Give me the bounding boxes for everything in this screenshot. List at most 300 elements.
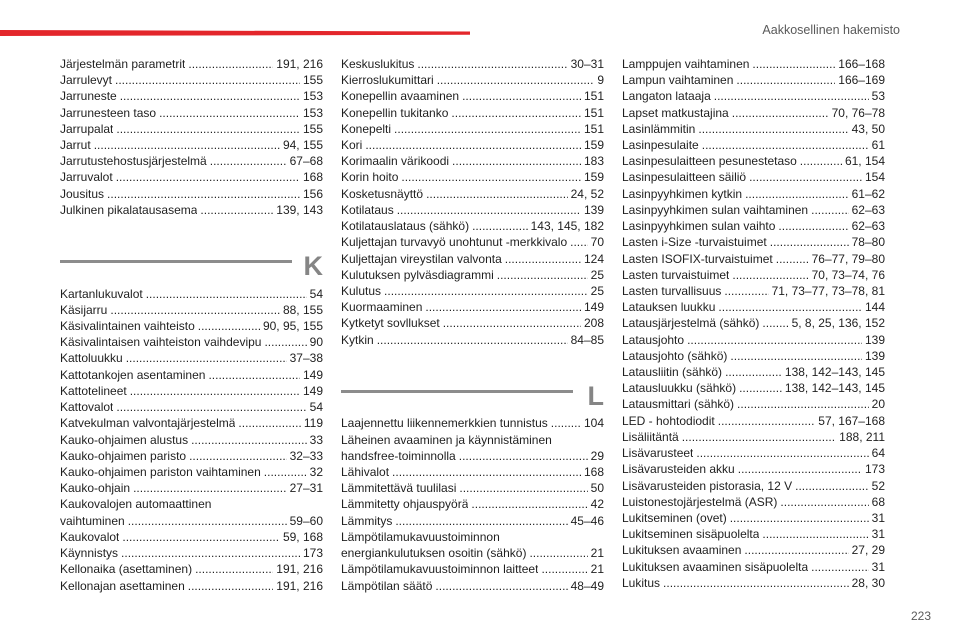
index-entry [341, 121, 604, 137]
index-entry-line [60, 367, 323, 383]
index-term: Katvekulman valvontajärjestelmä [60, 416, 236, 431]
section-rule [60, 260, 292, 263]
dot-leader [116, 169, 300, 185]
index-term: Jarrulevyt [60, 73, 113, 88]
index-entry-line [341, 169, 604, 185]
index-entry-line [341, 529, 604, 545]
dot-leader [752, 56, 835, 72]
index-entry [622, 494, 885, 510]
index-page-refs: 54 [309, 400, 323, 415]
dot-leader [682, 429, 836, 445]
index-page-refs: 24, 52 [570, 186, 604, 201]
index-entry [622, 72, 885, 88]
index-page-refs: 70 [590, 235, 604, 250]
index-term: Lämmitettävä tuulilasi [341, 481, 457, 496]
index-entry [622, 186, 885, 202]
dot-leader [377, 332, 568, 348]
index-entry-line [60, 399, 323, 415]
index-entry-line [341, 513, 604, 529]
index-entry-line [622, 445, 885, 461]
page-number: 223 [911, 609, 932, 623]
index-entry [60, 480, 323, 496]
index-page-refs: 173 [864, 462, 885, 477]
index-entry-line [622, 332, 885, 348]
index-page-refs: 90, 95, 155 [262, 319, 323, 334]
index-page-refs: 62–63 [851, 219, 885, 234]
index-term: Jarruneste [60, 89, 117, 104]
dot-leader [116, 121, 300, 137]
index-page-refs: 138, 142–143, 145 [784, 381, 885, 396]
index-term: Kulutus [341, 283, 382, 298]
index-page-refs: 25 [590, 283, 604, 298]
dot-leader [365, 137, 581, 153]
index-term: Kierroslukumittari [341, 73, 434, 88]
index-term: Lasinpyyhkimen sulan vaihto [622, 219, 776, 234]
index-term: Lasinpesulaite [622, 137, 699, 152]
index-entry [622, 234, 885, 250]
dot-leader [425, 299, 581, 315]
index-page-refs: 144 [864, 300, 885, 315]
index-entry [622, 299, 885, 315]
index-entry-line [622, 202, 885, 218]
index-term: Kartanlukuvalot [60, 286, 143, 301]
index-entry-line [622, 542, 885, 558]
dot-leader [570, 234, 588, 250]
index-entry [622, 153, 885, 169]
dot-leader [744, 542, 848, 558]
index-page-refs: 37–38 [289, 351, 323, 366]
index-term: Läheinen avaaminen ja käynnistäminen [341, 432, 552, 447]
index-term: Käsivalintainen vaihteisto [60, 319, 195, 334]
index-page-refs: 149 [302, 367, 323, 382]
index-page-refs: 90 [309, 335, 323, 350]
index-entry-line [60, 448, 323, 464]
dot-leader [714, 88, 869, 104]
dot-leader [435, 578, 567, 594]
index-entry-line [622, 413, 885, 429]
index-term: Konepelti [341, 121, 392, 136]
index-page-refs: 155 [302, 73, 323, 88]
index-entry [341, 578, 604, 594]
index-term: Lasinpesulaitteen pesunestetaso [622, 154, 797, 169]
index-entry-line [622, 88, 885, 104]
index-term: Lisävarusteet [622, 446, 694, 461]
index-entry-line [341, 561, 604, 577]
index-page-refs: 191, 216 [276, 562, 323, 577]
index-entry-line [622, 251, 885, 267]
index-entry [341, 234, 604, 250]
dot-leader [188, 56, 273, 72]
index-entry-line [60, 121, 323, 137]
index-entry-line [622, 380, 885, 396]
index-entry [622, 510, 885, 526]
index-term: Kaukovalojen automaattinen [60, 497, 212, 512]
index-page-refs: 59, 168 [282, 529, 323, 544]
index-column-middle [341, 56, 604, 594]
index-entry-line [60, 513, 323, 529]
index-entry-line [60, 480, 323, 496]
index-page-refs: 64 [871, 446, 885, 461]
index-entry-line [622, 56, 885, 72]
section-letter: K [303, 251, 323, 282]
index-page-refs: 88, 155 [282, 302, 323, 317]
index-entry [60, 153, 323, 169]
index-entry-line [341, 299, 604, 315]
index-term: Latausjohto [622, 332, 685, 347]
index-page-refs: 154 [864, 170, 885, 185]
index-page-refs: 21 [590, 546, 604, 561]
index-term: Lämmitys [341, 513, 393, 528]
index-column-left [60, 56, 323, 594]
index-entry [622, 202, 885, 218]
index-term: Jarrut [60, 137, 91, 152]
index-term: Kaukovalot [60, 529, 120, 544]
index-entry-line [60, 302, 323, 318]
index-entry-line [622, 169, 885, 185]
index-entry-line [60, 88, 323, 104]
dot-leader [795, 478, 869, 494]
dot-leader [800, 153, 842, 169]
index-entry-line [60, 383, 323, 399]
index-entry [341, 480, 604, 496]
dot-leader [811, 202, 849, 218]
index-entry [622, 380, 885, 396]
index-entry-line [341, 332, 604, 348]
index-term: energiankulutuksen osoitin (sähkö) [341, 546, 527, 561]
dot-leader [397, 202, 581, 218]
index-term: Kattotelineet [60, 383, 127, 398]
index-entry-line [622, 72, 885, 88]
dot-leader [159, 105, 300, 121]
dot-leader [130, 383, 300, 399]
index-entry [60, 415, 323, 431]
index-page-refs: 30–31 [570, 56, 604, 71]
index-entry [341, 56, 604, 72]
index-page-refs: 31 [871, 559, 885, 574]
dot-leader [210, 153, 287, 169]
index-entry [60, 383, 323, 399]
index-entry-line [341, 105, 604, 121]
index-page-refs: 151 [583, 105, 604, 120]
index-term: Lukitseminen (ovet) [622, 511, 727, 526]
index-entry-line [60, 415, 323, 431]
index-entry [341, 432, 604, 464]
index-entry-line [622, 494, 885, 510]
dot-leader [505, 251, 581, 267]
index-entry [341, 72, 604, 88]
index-entry [341, 88, 604, 104]
page-header-title: Aakkosellinen hakemisto [762, 23, 900, 37]
index-page-refs: 139, 143 [276, 202, 323, 217]
dot-leader [459, 480, 587, 496]
index-term: vaihtuminen [60, 513, 125, 528]
dot-leader [195, 561, 273, 577]
index-entry-line [622, 478, 885, 494]
dot-leader [264, 334, 306, 350]
index-entry [341, 496, 604, 512]
index-page-refs: 188, 211 [839, 429, 885, 444]
index-entry [60, 186, 323, 202]
index-entry [622, 445, 885, 461]
index-page-refs: 21 [590, 562, 604, 577]
index-entry-line [622, 364, 885, 380]
dot-leader [121, 545, 300, 561]
index-entry [60, 302, 323, 318]
index-entry-line [622, 299, 885, 315]
dot-leader [687, 332, 862, 348]
index-page-refs: 139 [864, 332, 885, 347]
index-entry [60, 169, 323, 185]
dot-leader [732, 105, 829, 121]
index-entry [622, 137, 885, 153]
index-term: Jarrupalat [60, 121, 114, 136]
dot-leader [459, 448, 588, 464]
index-entry-line [622, 267, 885, 283]
index-entry-line [622, 234, 885, 250]
index-page-refs: 20 [871, 397, 885, 412]
index-term: Luistonestojärjestelmä (ASR) [622, 494, 778, 509]
dot-leader [189, 448, 287, 464]
index-page-refs: 57, 167–168 [818, 413, 885, 428]
red-accent-bar [0, 30, 470, 36]
index-entry [60, 399, 323, 415]
index-entry [622, 121, 885, 137]
index-term: Lasten ISOFIX-turvaistuimet [622, 251, 773, 266]
index-term: Kauko-ohjaimen alustus [60, 432, 189, 447]
index-page-refs: 149 [302, 383, 323, 398]
index-entry-line [60, 464, 323, 480]
dot-leader [780, 494, 868, 510]
index-page-refs: 70, 73–74, 76 [811, 267, 885, 282]
index-entry [341, 169, 604, 185]
index-page-refs: 42 [590, 497, 604, 512]
dot-leader [529, 545, 587, 561]
index-entry [341, 105, 604, 121]
index-page-refs: 32–33 [289, 448, 323, 463]
index-entry-line [60, 350, 323, 366]
index-entry-line [622, 218, 885, 234]
index-entry-line [622, 396, 885, 412]
dot-leader [541, 561, 587, 577]
index-page-refs: 52 [871, 478, 885, 493]
dot-leader [663, 575, 849, 591]
index-entry [60, 529, 323, 545]
index-page-refs: 139 [864, 348, 885, 363]
dot-leader [739, 380, 782, 396]
index-entry-line [341, 137, 604, 153]
index-entry [60, 432, 323, 448]
dot-leader [94, 137, 280, 153]
index-term: Lasten turvallisuus [622, 283, 722, 298]
dot-leader [696, 445, 868, 461]
index-entry [60, 56, 323, 72]
section-heading [341, 348, 604, 416]
index-entry [60, 350, 323, 366]
index-page-refs: 76–77, 79–80 [811, 251, 885, 266]
dot-leader [551, 415, 581, 431]
index-entry-line [60, 186, 323, 202]
index-entry-line [341, 234, 604, 250]
index-term: Kotilataus [341, 202, 394, 217]
index-page-refs: 183 [583, 154, 604, 169]
index-page-refs: 173 [302, 546, 323, 561]
index-page-refs: 166–168 [838, 56, 885, 71]
dot-leader [198, 318, 260, 334]
index-entry-line [60, 56, 323, 72]
dot-leader [718, 299, 862, 315]
section-rule [341, 390, 573, 393]
index-page-refs: 191, 216 [276, 56, 323, 71]
index-entry-line [622, 283, 885, 299]
index-entry [60, 318, 323, 334]
dot-leader [110, 302, 280, 318]
index-page-refs: 28, 30 [851, 575, 885, 590]
index-page-refs: 156 [302, 186, 323, 201]
index-term: Latausjärjestelmä (sähkö) [622, 316, 760, 331]
index-entry [341, 153, 604, 169]
index-term: Kauko-ohjaimen paristo [60, 448, 187, 463]
dot-leader [392, 464, 581, 480]
dot-leader [437, 72, 595, 88]
section-letter: L [587, 380, 604, 411]
index-term: Lasten i-Size -turvaistuimet [622, 235, 767, 250]
index-term: Korin hoito [341, 170, 399, 185]
index-entry-line [341, 218, 604, 234]
index-term: Lisävarusteiden akku [622, 462, 735, 477]
index-term: Lasten turvaistuimet [622, 267, 730, 282]
dot-leader [133, 480, 287, 496]
index-page-refs: 33 [309, 432, 323, 447]
index-entry-line [622, 153, 885, 169]
index-page-refs: 191, 216 [276, 578, 323, 593]
index-entry-line [622, 575, 885, 591]
index-entry-line [60, 432, 323, 448]
index-page-refs: 153 [302, 89, 323, 104]
dot-leader [776, 251, 809, 267]
index-entry-line [60, 529, 323, 545]
index-entry [622, 559, 885, 575]
index-page-refs: 48–49 [570, 578, 604, 593]
index-page-refs: 29 [590, 448, 604, 463]
index-term: Kotilatauslataus (sähkö) [341, 219, 470, 234]
dot-leader [770, 234, 849, 250]
index-entry [622, 332, 885, 348]
dot-leader [401, 169, 581, 185]
index-entry [60, 105, 323, 121]
index-entry [622, 575, 885, 591]
index-entry [341, 513, 604, 529]
dot-leader [718, 413, 816, 429]
index-term: Lukituksen avaaminen sisäpuolelta [622, 559, 809, 574]
index-term: Lämmitetty ohjauspyörä [341, 497, 469, 512]
dot-leader [126, 350, 287, 366]
index-term: Käsivalintaisen vaihteiston vaihdevipu [60, 335, 262, 350]
index-entry-line [622, 137, 885, 153]
index-page-refs: 139 [583, 202, 604, 217]
index-page-refs: 50 [590, 481, 604, 496]
index-entry [622, 478, 885, 494]
index-entry [622, 526, 885, 542]
index-term: Lasinpyyhkimen kytkin [622, 186, 743, 201]
dot-leader [122, 529, 280, 545]
index-page-refs: 61–62 [851, 186, 885, 201]
index-entry-line [341, 202, 604, 218]
index-entry-line [60, 561, 323, 577]
index-entry [341, 218, 604, 234]
index-page-refs: 45–46 [570, 513, 604, 528]
index-entry [622, 461, 885, 477]
index-page-refs: 31 [871, 511, 885, 526]
index-entry [341, 251, 604, 267]
index-page-refs: 43, 50 [851, 121, 885, 136]
dot-leader [725, 364, 782, 380]
index-entry [622, 364, 885, 380]
dot-leader [737, 396, 869, 412]
index-term: Lampun vaihtaminen [622, 73, 734, 88]
index-term: Lukitus [622, 575, 661, 590]
dot-leader [762, 526, 868, 542]
index-entry [622, 169, 885, 185]
dot-leader [732, 267, 808, 283]
index-page-refs: 67–68 [289, 154, 323, 169]
index-entry [60, 561, 323, 577]
index-entry [60, 367, 323, 383]
index-term: Julkinen pikalatausasema [60, 202, 198, 217]
dot-leader [264, 464, 307, 480]
index-page-refs: 159 [583, 170, 604, 185]
index-entry-line [341, 464, 604, 480]
index-page-refs: 61, 154 [844, 154, 885, 169]
index-term: Käsijarru [60, 302, 108, 317]
dot-leader [452, 153, 581, 169]
index-page-refs: 104 [583, 416, 604, 431]
index-entry [622, 413, 885, 429]
section-heading [60, 218, 323, 286]
index-entry-line [341, 153, 604, 169]
index-term: Kytkin [341, 332, 374, 347]
index-entry-line [60, 72, 323, 88]
index-entry [622, 56, 885, 72]
index-entry-line [60, 318, 323, 334]
index-term: Lisäliitäntä [622, 429, 679, 444]
index-page-refs: 84–85 [570, 332, 604, 347]
index-entry-line [622, 429, 885, 445]
index-page-refs: 32 [309, 464, 323, 479]
index-page-refs: 149 [583, 300, 604, 315]
index-entry [622, 542, 885, 558]
index-column-right [622, 56, 885, 591]
index-entry [60, 137, 323, 153]
index-entry-line [60, 496, 323, 512]
index-page-refs: 138, 142–143, 145 [784, 365, 885, 380]
index-page-refs: 143, 145, 182 [530, 219, 604, 234]
index-term: Lamppujen vaihtaminen [622, 56, 750, 71]
index-term: Kauko-ohjain [60, 481, 131, 496]
index-entry-line [622, 461, 885, 477]
index-entry [60, 202, 323, 218]
index-entry [60, 121, 323, 137]
dot-leader [426, 186, 568, 202]
dot-leader [497, 267, 588, 283]
index-page-refs: 151 [583, 121, 604, 136]
dot-leader [762, 315, 788, 331]
index-entry-line [622, 121, 885, 137]
index-page-refs: 153 [302, 105, 323, 120]
index-entry-line [60, 334, 323, 350]
dot-leader [738, 461, 862, 477]
dot-leader [443, 315, 581, 331]
index-entry-line [341, 56, 604, 72]
